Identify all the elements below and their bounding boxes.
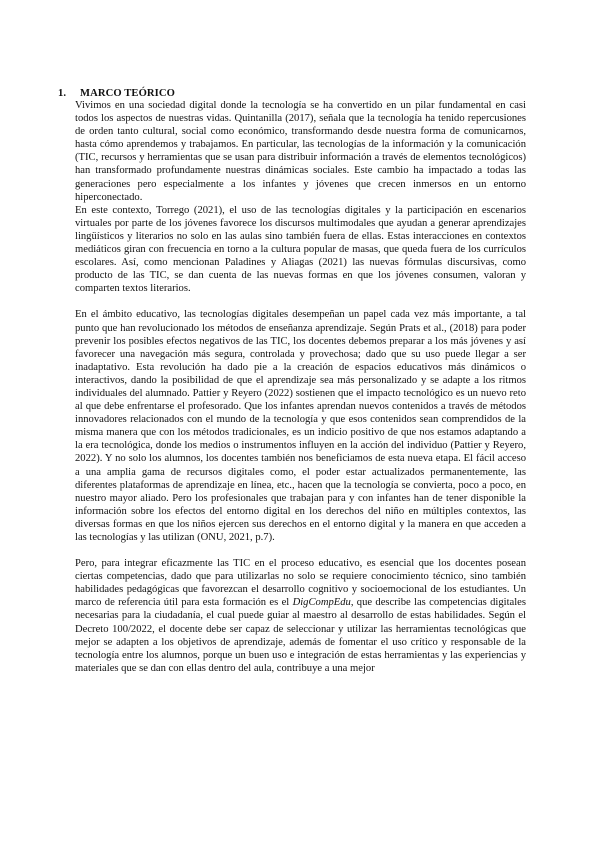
paragraph-competencies	[75, 557, 526, 675]
section-title: MARCO TEÓRICO	[80, 88, 175, 99]
section-number: 1.	[58, 88, 67, 99]
paragraph-education: En el ámbito educativo, las tecnologías digitales desempeñan un papel cada vez más importante, a tal punto que han revolucionado los métodos de enseñanza aprendizaje. Según Prats et al., (2018) para poder prevenir los posibles efectos negativos de las TIC, los docentes debemos preparar a los más jóvenes y así favorecer una navegación más segura, controlada y provechosa; dado que su uso puede llegar a ser inadaptativo. Esta revolución ha dado pie a la creación de espacios educativos más dinámicos o interactivos, dando la posibilidad de que el aprendizaje sea más personalizado y se adapte a los ritmos individuales del alumnado. Pattier y Reyero (2022) sostienen que el impacto tecnológico es un nuevo reto al que debe enfrentarse el profesorado. Que los infantes aprendan nuevos contenidos a través de métodos innovadores relacionados con el mundo de la tecnología y que esos contenidos sean comprendidos de la misma manera que con los métodos tradicionales, es un indicio positivo de que nos estamos adaptando a la era tecnológica, donde los medios o instrumentos influyen en la acción del individuo (Pattier y Reyero, 2022). Y no solo los alumnos, los docentes también nos beneficiamos de esta nueva etapa. El fácil acceso a una amplia gama de recursos digitales como, el poder estar actualizados permanentemente, las diferentes plataformas de aprendizaje en línea, etc., hacen que la tecnología se convierta, poco a poco, en nuestro mayor aliado. Pero los profesionales que trabajan para y con infantes han de tener disponible la información sobre los efectos del entorno digital en los derechos del niño en múltiples contextos, las diversas formas en que los niños ejercen sus derechos en el entorno digital y la manera en que acceden a las tecnologías y las utilizan (ONU, 2021, p.7).	[75, 309, 526, 543]
competencies-text-after: , que describe las competencias digitales necesarias para la ciudadanía, el cual puede guiar al maestro al desarrollo de estas habilidades. Según el Decreto 100/2022, el docente debe ser capaz de seleccionar y utilizar las herramientas tecnológicas que mejor se adapten a los objetivos de aprendizaje, además de fomentar el uso crítico y responsable de la tecnología entre los alumnos, porque un buen uso e integración de estas herramientas y las experiencias y materiales que se dan con ellas dentro del aula, contribuye a una mejor	[75, 597, 527, 674]
paragraph-intro: Vivimos en una sociedad digital donde la tecnología se ha convertido en un pilar fundamental en casi todos los aspectos de nuestras vidas. Quintanilla (2017), señala que la tecnología ha tenido repercusiones de orden tanto cultural, social como económico, transformando desde nuestra forma de comunicarnos, hasta cómo aprendemos y trabajamos. En particular, las tecnologías de la información y la comunicación (TIC, recursos y herramientas que se usan para distribuir información a través de elementos tecnológicos) han transformado profundamente nuestras dinámicas sociales. Este cambio ha impactado a todas las generaciones pero especialmente a los infantes y jóvenes que crecen inmersos en un entorno hiperconectado.	[75, 100, 526, 203]
body-text	[75, 99, 526, 675]
digcompedu-emphasis: DigCompEdu	[292, 597, 351, 609]
paragraph-context: En este contexto, Torrego (2021), el uso de las tecnologías digitales y la participación en escenarios virtuales por parte de los jóvenes favorece los discursos multimodales que ayudan a generar aprendizajes lingüísticos y literarios no solo en las aulas sino también fuera de ellas. Estas interacciones en contextos mediáticos giran con frecuencia en torno a la cultura popular de masas, que queda fuera de los currículos escolares. Así, como mencionan Paladines y Aliagas (2021) las nuevas fórmulas discursivas, como producto de las TIC, se dan cuenta de las nuevas formas en que los jóvenes consumen, valoran y comparten textos literarios.	[75, 204, 526, 295]
competencies-text-before: Pero, para integrar eficazmente las TIC en el proceso educativo, es esencial que los docentes posean ciertas competencias, dado que para utilizarlas no solo se requiere conocimiento técnico, sino también habilidades pedagógicas que favorezcan el desarrollo cognitivo y socioemocional de los estudiantes. Un marco de referencia útil para esta formación es el	[75, 558, 526, 609]
